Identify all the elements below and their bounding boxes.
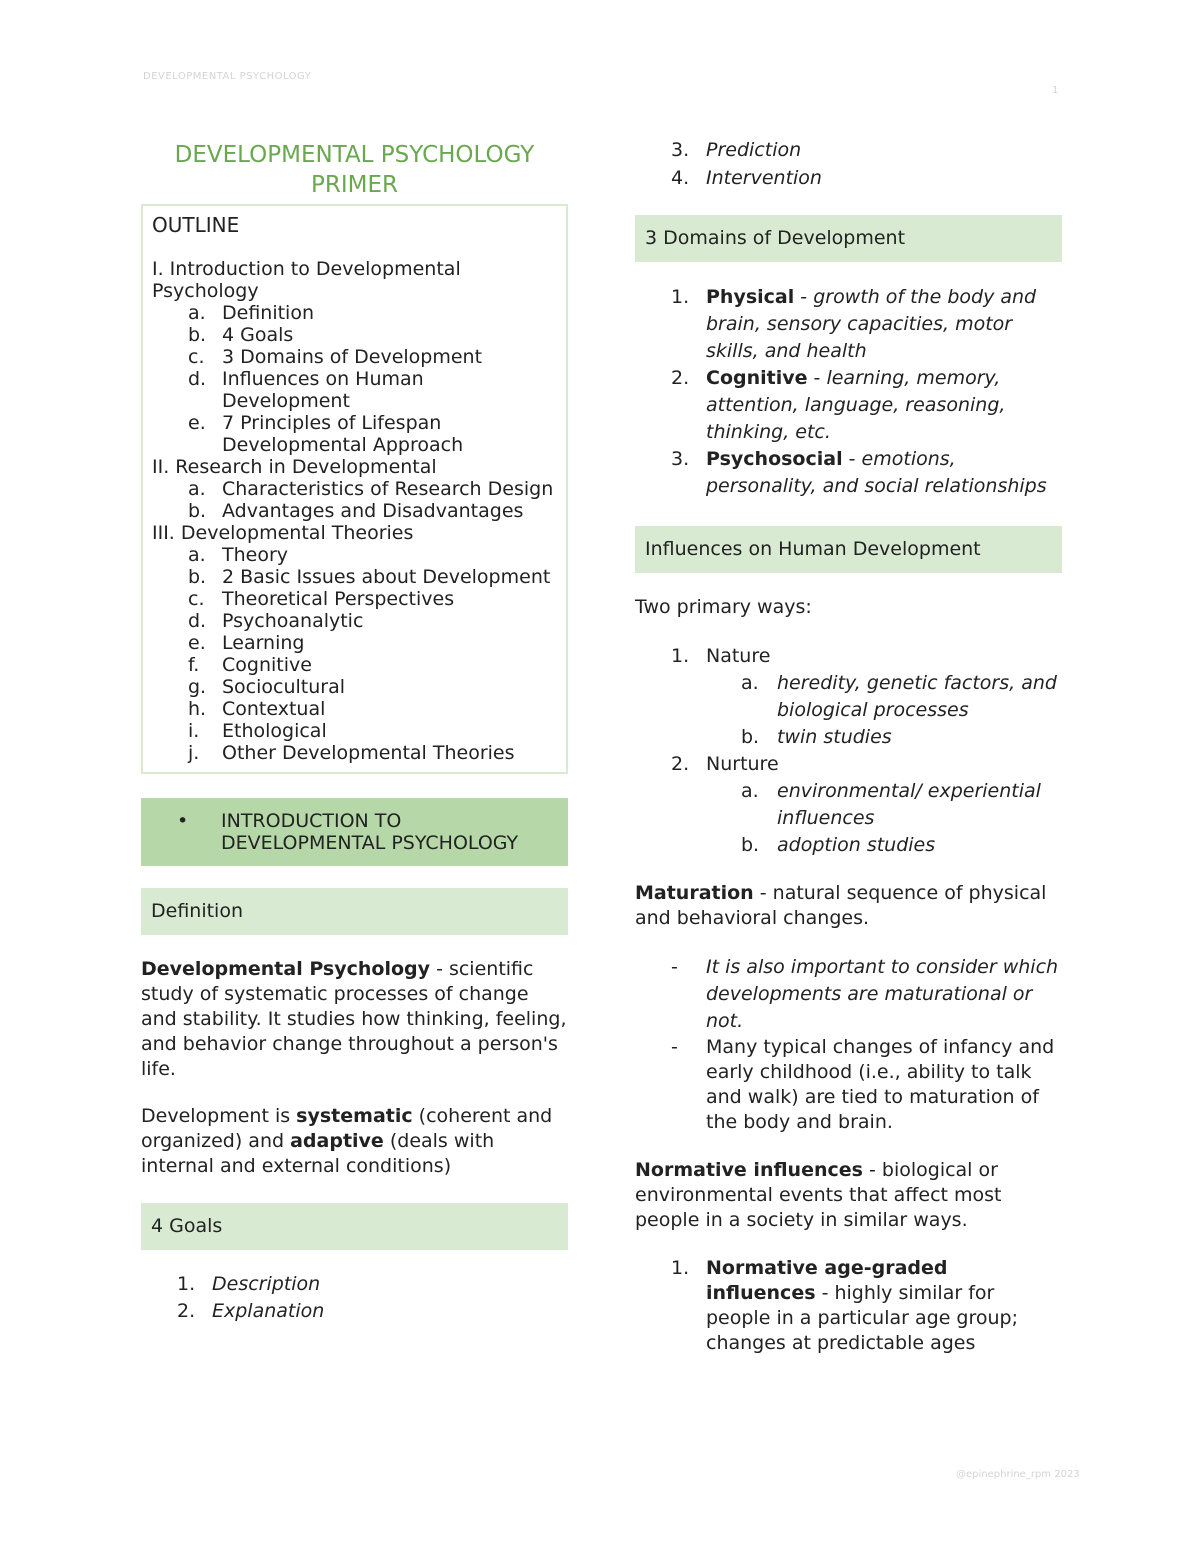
intro-banner-text: INTRODUCTION TO DEVELOPMENTAL PSYCHOLOGY (221, 810, 519, 854)
outline-section: I. Introduction to Developmental Psychology (152, 258, 461, 302)
nurture-sub-item: b. adoption studies (741, 834, 936, 856)
outline-item: c. Theoretical Perspectives (188, 588, 455, 610)
outline-box (141, 204, 568, 774)
goal-item: 3. Prediction (671, 139, 802, 161)
domain-item: 3. Psychosocial - emotions, personality, and social relationships (671, 448, 1047, 497)
outline-section: III. Developmental Theories (152, 522, 414, 544)
footer-credit: @epinephrine_rpm 2023 (956, 1469, 1080, 1480)
outline-heading: OUTLINE (152, 213, 240, 237)
domain-item: 2. Cognitive - learning, memory, attention, language, reasoning, thinking, etc. (671, 367, 1006, 443)
intro-banner (141, 798, 568, 866)
outline-item: b. 4 Goals (188, 324, 294, 346)
outline-item: d. Psychoanalytic (188, 610, 364, 632)
right-column (635, 138, 1062, 1356)
definition-paragraph: Developmental Psychology - scientific study of systematic processes of change and stability. It studies how thinking, feeling, and behavior change throughout a person's life. (141, 958, 567, 1080)
section-heading-goals: 4 Goals (141, 1203, 568, 1250)
bullet-icon: • (177, 810, 189, 832)
goal-item: 1. Description (177, 1273, 321, 1295)
running-header: DEVELOPMENTAL PSYCHOLOGY (143, 71, 312, 82)
goal-item: 4. Intervention (671, 167, 822, 189)
nurture-item: 2. Nurture (671, 753, 779, 775)
normative-paragraph: Normative influences - biological or environmental events that affect most people in a society in similar ways. (635, 1159, 1002, 1231)
age-graded-item: 1. Normative age-graded influences - highly similar for people in a particular age group; changes at predictable ages (671, 1257, 1019, 1354)
outline-item: i. Ethological (188, 720, 327, 742)
section-heading-domains: 3 Domains of Development (635, 215, 1062, 262)
nurture-sub-item: a. environmental/ experiential influences (741, 780, 1041, 829)
page-title: DEVELOPMENTAL PSYCHOLOGY PRIMER (174, 142, 535, 198)
outline-item: b. Advantages and Disadvantages (188, 500, 524, 522)
nature-sub-item: b. twin studies (741, 726, 892, 748)
page-number: 1 (1052, 85, 1059, 96)
outline-item: a. Characteristics of Research Design (188, 478, 554, 500)
dash-item: - Many typical changes of infancy and early childhood (i.e., ability to talk and walk) are tied to maturation of the body and brain. (671, 1036, 1055, 1133)
outline-item: a. Theory (188, 544, 289, 566)
maturation-paragraph: Maturation - natural sequence of physical and behavioral changes. (635, 882, 1047, 929)
outline-item: d. Influences on Human Development (188, 368, 424, 412)
left-column (141, 140, 568, 1324)
goal-item: 2. Explanation (177, 1300, 325, 1322)
outline-item: h. Contextual (188, 698, 326, 720)
section-heading-definition: Definition (141, 888, 568, 935)
nature-item: 1. Nature (671, 645, 771, 667)
outline-section: II. Research in Developmental (152, 456, 437, 478)
nature-sub-item: a. heredity, genetic factors, and biological processes (741, 672, 1057, 721)
outline-item: f. Cognitive (188, 654, 312, 676)
outline-item: e. 7 Principles of Lifespan Developmental Approach (188, 412, 464, 456)
influences-intro: Two primary ways: (635, 596, 812, 618)
outline-item: e. Learning (188, 632, 305, 654)
outline-item: c. 3 Domains of Development (188, 346, 483, 368)
section-heading-influences: Influences on Human Development (635, 526, 1062, 573)
outline-item: b. 2 Basic Issues about Development (188, 566, 551, 588)
domain-item: 1. Physical - growth of the body and brain, sensory capacities, motor skills, and health (671, 286, 1037, 362)
outline-item: j. Other Developmental Theories (188, 742, 515, 764)
development-paragraph: Development is systematic (coherent and organized) and adaptive (deals with internal and external conditions) (141, 1105, 553, 1177)
dash-item: - It is also important to consider which developments are maturational or not. (671, 956, 1059, 1032)
outline-item: a. Definition (188, 302, 315, 324)
outline-item: g. Sociocultural (188, 676, 346, 698)
